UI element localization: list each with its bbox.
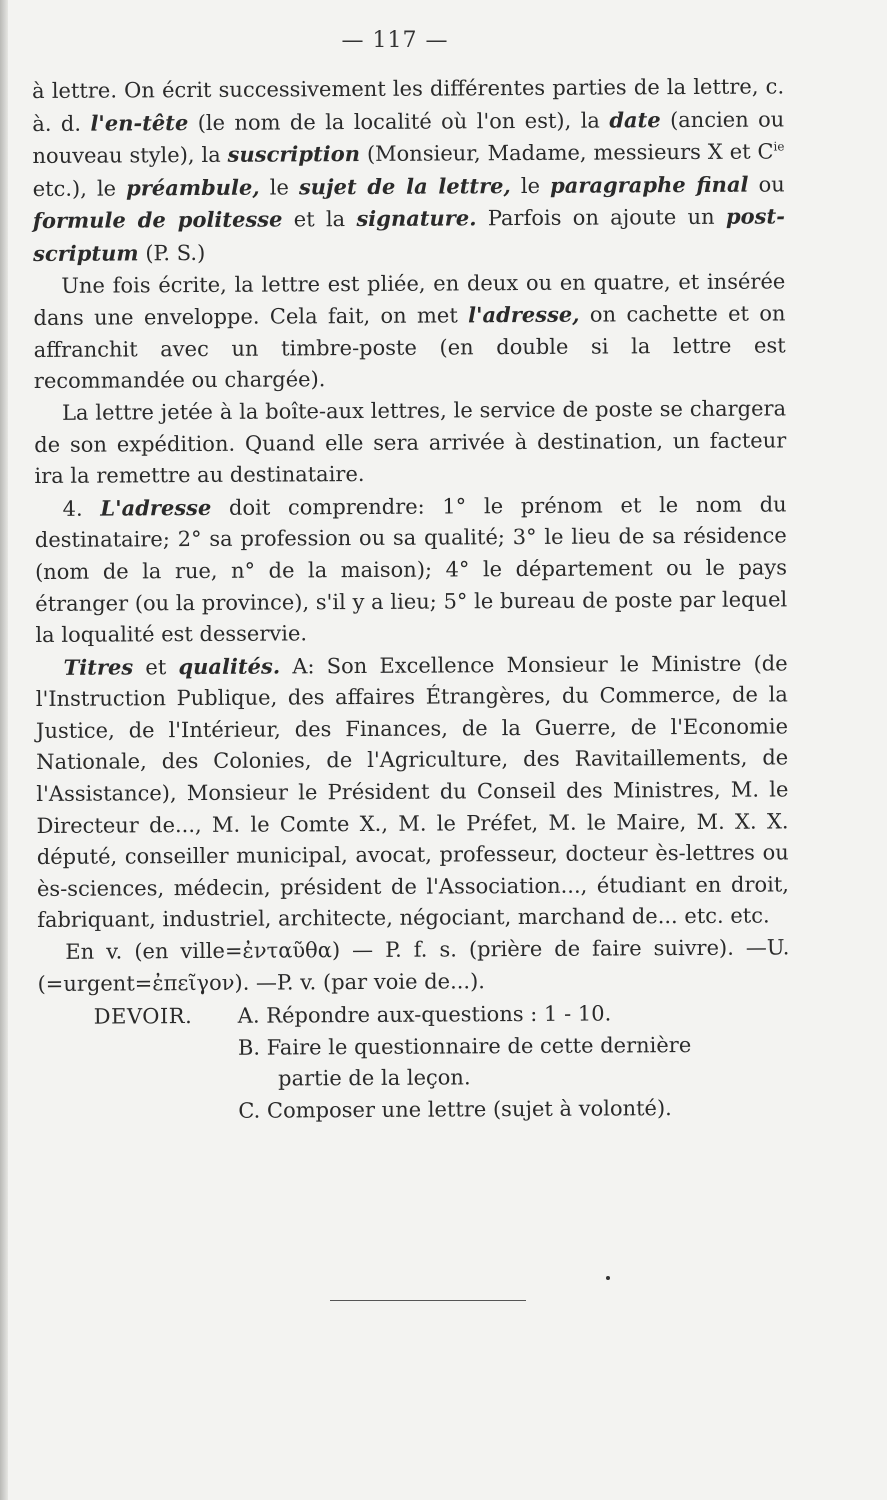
- devoir-item-b-continued: partie de la leçon.: [278, 1065, 471, 1091]
- term-date: date: [609, 106, 661, 133]
- text: etc.), le: [32, 176, 127, 201]
- text: 4.: [62, 496, 101, 521]
- text: (le nom de la localité où l'on est), la: [188, 108, 610, 135]
- text: on cachette et on affranchit avec un timbre-poste (en double si la lettre est recommandée ou chargée).: [33, 301, 786, 394]
- term-qualites: qualités.: [178, 653, 281, 679]
- paragraph-address: [35, 488, 788, 652]
- paragraph-envelope: [33, 266, 786, 398]
- term-suscription: suscription: [227, 141, 361, 167]
- devoir-label: DEVOIR.: [93, 1004, 193, 1029]
- paragraph-mailbox: La lettre jetée à la boîte-aux lettres, le service de poste se chargera de son expédition. Quand elle sera arrivée à destination, un facteur ira la remettre au destinataire.: [34, 396, 787, 489]
- text: le: [510, 173, 551, 198]
- text: (ancien ou nouveau style), la: [32, 106, 785, 169]
- superscript: ie: [773, 139, 785, 154]
- text: à lettre. On écrit successivement les différentes parties de la lettre, c. à. d.: [32, 74, 785, 136]
- devoir-item-c: C. Composer une lettre (sujet à volonté).: [238, 1096, 672, 1123]
- text: Une fois écrite, la lettre est pliée, en deux ou en quatre, et insérée dans une enveloppe. Cela fait, on met: [33, 268, 786, 331]
- text: (Monsieur, Madame, messieurs X et C: [359, 139, 774, 167]
- text: ou: [748, 172, 785, 197]
- devoir-item-b: B. Faire le questionnaire de cette dernière: [237, 1032, 692, 1060]
- text: doit comprendre: 1° le prénom et le nom du destinataire; 2° sa profession ou sa qualité; 3° le lieu de sa résidence (nom de la rue, n° de la maison); 4° le département ou le pays étranger (ou la province), s'il y a lieu; 5° le bureau de poste par lequel la loqualité est desservie.: [34, 492, 788, 648]
- text: (P. S.): [138, 240, 206, 266]
- text: Parfois on ajoute un: [476, 205, 727, 231]
- term-titres: Titres: [63, 654, 134, 680]
- text: A: Son Excellence Monsieur le Ministre (de l'Instruction Publique, des affaires Étrangères, du Commerce, de la Justice, de l'Intérieur, des Finances, de la Guerre, de l'Economie Nationale, des Colonies, de l'Agriculture, des Ravitaillements, de l'Assistance), Monsieur le Président du Conseil des Ministres, M. le Directeur de..., M. le Comte X., M. le Préfet, M. le Maire, M. X. X. député, conseiller municipal, avocat, professeur, docteur ès-lettres ou ès-sciences, médecin, président de l'Association..., étudiant en droit, fabriquant, industriel, architecte, négociant, marchand de... etc. etc.: [35, 651, 790, 933]
- paragraph-titles: [36, 647, 790, 937]
- term-paragraphe-final: paragraphe final: [549, 171, 749, 198]
- term-adresse: l'adresse,: [468, 301, 580, 328]
- page-body: [32, 71, 790, 1128]
- devoir-row-a: [38, 998, 790, 1034]
- text: et la: [282, 207, 357, 232]
- devoir-item-a: A. Répondre aux-questions : 1 - 10.: [237, 1001, 612, 1028]
- term-post-scriptum: post-scriptum: [33, 203, 785, 266]
- page-number: — 117 —: [341, 28, 449, 53]
- paragraph-abbreviations: En v. (en ville=ἐνταῦθα) — P. f. s. (prière de faire suivre). —U. (=urgent=ἐπεῖγον). —P. v. (par voie de...).: [37, 935, 790, 996]
- text: et: [133, 654, 179, 680]
- term-adresse-heading: L'adresse: [100, 494, 212, 521]
- term-en-tete: l'en-tête: [90, 109, 189, 136]
- term-sujet: sujet de la lettre,: [298, 172, 511, 200]
- book-spine-shadow: [0, 0, 8, 1500]
- end-rule: [330, 1300, 526, 1301]
- text: le: [259, 175, 299, 200]
- term-signature: signature.: [356, 205, 477, 232]
- ink-dot: [606, 1276, 610, 1280]
- term-formule: formule de politesse: [32, 206, 283, 234]
- devoir-section: [38, 998, 791, 1129]
- term-preambule: préambule,: [126, 174, 260, 201]
- paragraph-letter-parts: [32, 71, 785, 270]
